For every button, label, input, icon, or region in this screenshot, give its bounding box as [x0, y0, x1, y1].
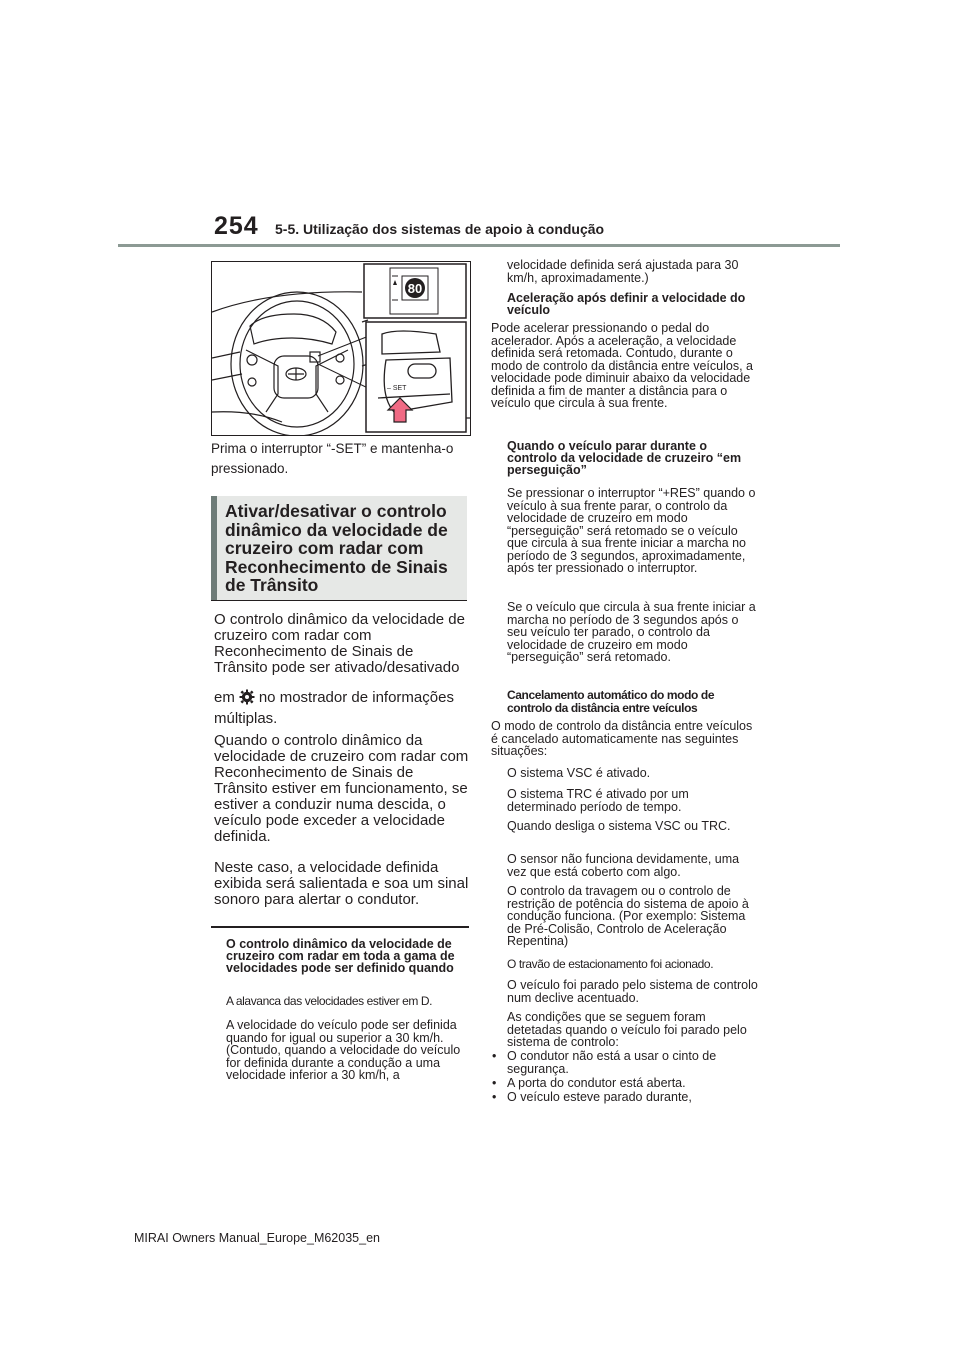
- subheading-acceleration: Aceleração após definir a velocidade do veículo: [507, 291, 746, 317]
- paragraph-activate-end: múltiplas.: [214, 710, 278, 727]
- note-item-speed-continued: velocidade definida será ajustada para 30 km/h, aproximadamente.): [507, 258, 739, 285]
- figure-caption: Prima o interruptor “-SET” e mantenha-o pressionado.: [211, 441, 454, 476]
- list-item-text: A porta do condutor está aberta.: [507, 1076, 686, 1090]
- section-title: 5-5. Utilização dos sistemas de apoio à condução: [275, 221, 605, 237]
- situation-brake-control: O controlo da travagem ou o controlo de restrição de potência do sistema de apoio à condução funciona. (Por exemplo: Sistema de Pré-Colisão, Controlo de Aceleração Repentina): [507, 884, 749, 948]
- subheading-automatic-cancel: Cancelamento automático do modo de controlo da distância entre veículos: [507, 688, 715, 715]
- paragraph-alert: Neste caso, a velocidade definida exibida será salientada e soa um sinal sonoro para alertar o condutor.: [214, 859, 469, 908]
- bullet-marker: •: [492, 1090, 497, 1104]
- note-divider: [211, 926, 469, 928]
- steering-wheel-illustration: [211, 261, 471, 436]
- paragraph-resume: Se o veículo que circula à sua frente iniciar a marcha no período de 3 segundos após o seu veículo ter parado, o controlo da velocidade de cruzeiro em modo “perseguição” será retomado.: [507, 600, 756, 664]
- footer-text: MIRAI Owners Manual_Europe_M62035_en: [134, 1231, 380, 1245]
- paragraph-acceleration: Pode acelerar pressionando o pedal do acelerador. Após a aceleração, a velocidade definida será retomada. Contudo, durante o modo de controlo da distância entre veículos, a velocidade pode diminuir abaixo da velocidade definida a fim de manter a distância para o veículo que circula à sua frente.: [491, 321, 753, 410]
- situation-parking-brake: O travão de estacionamento foi acionado.: [507, 957, 714, 971]
- list-item-text: O condutor não está a usar o cinto de segurança.: [507, 1049, 717, 1076]
- paragraph-cancel-situations: O modo de controlo da distância entre veículos é cancelado automaticamente nas seguintes situações:: [491, 719, 753, 758]
- heading-accent-bar: [211, 496, 217, 600]
- bullet-marker: •: [492, 1076, 497, 1090]
- list-item-text: O veículo esteve parado durante,: [507, 1090, 692, 1104]
- paragraph-res-switch: Se pressionar o interruptor “+RES” quando o veículo à sua frente parar, o controlo da velocidade de cruzeiro em modo “perseguição” será retomado se o veículo que circula à sua frente iniciar a marcha no período de 3 segundos, aproximadamente, após ter pressionado o interruptor.: [507, 486, 756, 575]
- situation-detected-conditions: As condições que se seguem foram detetadas quando o veículo foi parado pelo sistema de controlo:: [507, 1010, 747, 1049]
- para-text-before-icon: em: [214, 689, 235, 706]
- page-number: 254: [214, 212, 259, 240]
- section-heading-box: [211, 496, 467, 601]
- subheading-vehicle-stops: Quando o veículo parar durante o controlo da velocidade de cruzeiro “em perseguição”: [507, 439, 742, 477]
- bullet-marker: •: [492, 1049, 497, 1063]
- note-item-speed: A velocidade do veículo pode ser definida quando for igual ou superior a 30 km/h. (Contudo, quando a velocidade do veículo for definida durante a condução a uma velocidade inferior a 30 km/h, a: [226, 1018, 461, 1082]
- para-text-after-icon: no mostrador de informações: [258, 689, 454, 706]
- paragraph-downhill: Quando o controlo dinâmico da velocidade de cruzeiro com radar com Reconhecimento de Sinais de Trânsito estiver em funcionamento, se estiver a conduzir numa descida, o veículo pode exceder a velocidade definida.: [214, 732, 469, 845]
- situation-vsc: O sistema VSC é ativado.: [507, 766, 651, 780]
- set-switch-label: – SET: [387, 385, 407, 392]
- paragraph-activate-icon-line: [214, 689, 470, 706]
- steering-wheel-drawing: [212, 262, 470, 435]
- gear-icon: [239, 689, 255, 705]
- situation-trc: O sistema TRC é ativado por um determinado período de tempo.: [507, 787, 689, 814]
- paragraph-activate: O controlo dinâmico da velocidade de cruzeiro com radar com Reconhecimento de Sinais de Trânsito pode ser ativado/desativado: [214, 611, 465, 676]
- note-item-shift-lever: A alavanca das velocidades estiver em D.: [226, 994, 433, 1008]
- note-title: O controlo dinâmico da velocidade de cruzeiro com radar em toda a gama de velocidades pode ser definido quando: [226, 937, 455, 975]
- speed-display-text: 80: [407, 281, 423, 296]
- section-heading: Ativar/desativar o controlo dinâmico da velocidade de cruzeiro com radar com Reconhecimento de Sinais de Trânsito: [225, 501, 448, 595]
- situation-sensor: O sensor não funciona devidamente, uma vez que está coberto com algo.: [507, 852, 740, 879]
- situation-vsc-trc-off: Quando desliga o sistema VSC ou TRC.: [507, 819, 731, 833]
- header-rule: [118, 244, 840, 247]
- situation-steep-slope: O veículo foi parado pelo sistema de controlo num declive acentuado.: [507, 978, 758, 1005]
